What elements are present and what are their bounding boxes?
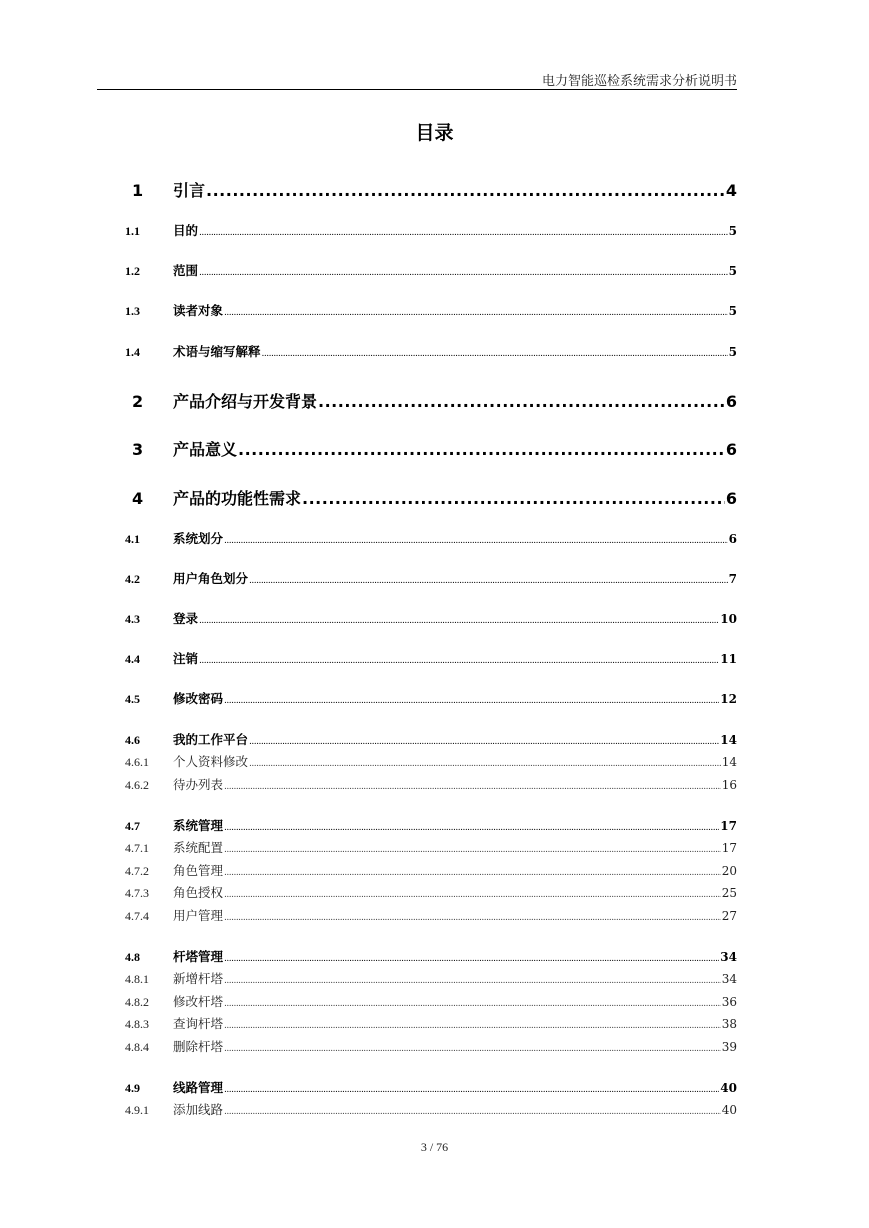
toc-entry-number: 4.1: [125, 532, 140, 546]
toc-entry-page: 4: [725, 181, 737, 200]
toc-entry-4-8-4[interactable]: [125, 1037, 737, 1055]
toc-entry-page: 38: [721, 1017, 737, 1031]
toc-entry-4-7-2[interactable]: [125, 861, 737, 879]
toc-title: 目录: [415, 122, 454, 144]
toc-entry-number: 1.4: [125, 345, 140, 359]
dot-leader: [224, 1107, 721, 1117]
toc-entry-4-4[interactable]: [125, 649, 737, 667]
toc-entry-label: 角色管理: [173, 863, 224, 878]
toc-entry-1[interactable]: [125, 178, 737, 201]
dot-leader: [224, 1085, 719, 1095]
toc-entry-label: 线路管理: [173, 1080, 224, 1095]
dot-leader: [199, 616, 719, 626]
dot-leader: [318, 392, 725, 411]
dot-leader: [224, 999, 721, 1009]
dot-leader: [224, 845, 721, 855]
toc-entry-page: 17: [721, 841, 737, 855]
toc-entry-4-8[interactable]: [125, 947, 737, 965]
toc-entry-label: 产品意义: [173, 440, 238, 459]
dot-leader: [224, 782, 721, 792]
toc-entry-page: 5: [728, 224, 737, 238]
toc-entry-number: 4.6.2: [125, 778, 149, 792]
toc-entry-label: 我的工作平台: [173, 732, 249, 747]
toc-entry-label: 范围: [173, 263, 199, 278]
toc-entry-4-3[interactable]: [125, 609, 737, 627]
toc-entry-page: 6: [725, 489, 737, 508]
toc-entry-4-1[interactable]: [125, 529, 737, 547]
dot-leader: [224, 868, 721, 878]
toc-entry-page: 6: [725, 440, 737, 459]
dot-leader: [206, 181, 725, 200]
toc-entry-number: 4.4: [125, 652, 140, 666]
toc-entry-number: 4.9: [125, 1081, 140, 1095]
toc-entry-page: 39: [721, 1040, 737, 1054]
toc-entry-page: 11: [720, 652, 737, 666]
toc-entry-label: 添加线路: [173, 1102, 224, 1117]
toc-entry-4-7-4[interactable]: [125, 906, 737, 924]
dot-leader: [249, 576, 728, 586]
toc-entry-1-2[interactable]: [125, 261, 737, 279]
toc-entry-label: 角色授权: [173, 885, 224, 900]
dot-leader: [224, 954, 719, 964]
toc-entry-4-2[interactable]: [125, 569, 737, 587]
dot-leader: [224, 536, 728, 546]
toc-entry-page: 40: [721, 1103, 737, 1117]
toc-entry-3[interactable]: [125, 437, 737, 460]
toc-entry-page: 40: [720, 1081, 737, 1095]
toc-entry-2[interactable]: [125, 389, 737, 412]
toc-entry-number: 1.2: [125, 264, 140, 278]
toc-entry-label: 系统划分: [173, 531, 224, 546]
toc-entry-page: 6: [725, 392, 737, 411]
dot-leader: [238, 440, 725, 459]
dot-leader: [224, 308, 728, 318]
toc-entry-number: 4.9.1: [125, 1103, 149, 1117]
toc-entry-label: 系统配置: [173, 840, 224, 855]
toc-entry-page: 36: [721, 995, 737, 1009]
toc-entry-4-7[interactable]: [125, 816, 737, 834]
toc-entry-label: 新增杆塔: [173, 971, 224, 986]
toc-entry-number: 4.7: [125, 819, 140, 833]
toc-entry-page: 16: [721, 778, 737, 792]
toc-entry-4-6[interactable]: [125, 730, 737, 748]
toc-entry-number: 4: [132, 489, 144, 508]
toc-entry-number: 4.6: [125, 733, 140, 747]
dot-leader: [199, 268, 728, 278]
page-number: 3 / 76: [420, 1140, 449, 1154]
toc-entry-page: 10: [720, 612, 737, 626]
toc-entry-4-7-1[interactable]: [125, 838, 737, 856]
toc-entry-number: 4.8: [125, 950, 140, 964]
toc-entry-number: 4.7.4: [125, 909, 149, 923]
toc-entry-label: 产品的功能性需求: [173, 489, 302, 508]
toc-entry-number: 4.7.2: [125, 864, 149, 878]
toc-entry-number: 4.6.1: [125, 755, 149, 769]
toc-entry-label: 目的: [173, 223, 199, 238]
toc-entry-label: 引言: [173, 181, 206, 200]
toc-entry-number: 1.1: [125, 224, 140, 238]
toc-entry-1-1[interactable]: [125, 221, 737, 239]
toc-entry-label: 修改杆塔: [173, 994, 224, 1009]
toc-entry-4-6-2[interactable]: [125, 775, 737, 793]
header-divider: [97, 89, 737, 90]
dot-leader: [199, 656, 719, 666]
toc-entry-page: 6: [728, 532, 737, 546]
toc-entry-page: 14: [721, 755, 737, 769]
toc-entry-4[interactable]: [125, 486, 737, 509]
toc-entry-page: 27: [721, 909, 737, 923]
dot-leader: [224, 696, 719, 706]
toc-entry-number: 4.2: [125, 572, 140, 586]
toc-entry-number: 4.5: [125, 692, 140, 706]
toc-entry-4-6-1[interactable]: [125, 752, 737, 770]
toc-entry-4-8-3[interactable]: [125, 1014, 737, 1032]
dot-leader: [224, 913, 721, 923]
toc-entry-label: 待办列表: [173, 777, 224, 792]
toc-entry-page: 14: [720, 733, 737, 747]
toc-entry-label: 个人资料修改: [173, 754, 249, 769]
toc-entry-number: 1.3: [125, 304, 140, 318]
toc-entry-label: 登录: [173, 611, 199, 626]
toc-entry-page: 34: [721, 972, 737, 986]
toc-entry-4-5[interactable]: [125, 689, 737, 707]
dot-leader: [224, 823, 719, 833]
toc-entry-page: 25: [721, 886, 737, 900]
toc-entry-label: 杆塔管理: [173, 949, 224, 964]
toc-entry-page: 12: [720, 692, 737, 706]
toc-entry-label: 删除杆塔: [173, 1039, 224, 1054]
toc-entry-number: 4.3: [125, 612, 140, 626]
toc-entry-page: 5: [728, 345, 737, 359]
toc-entry-number: 4.8.3: [125, 1017, 149, 1031]
toc-entry-number: 3: [132, 440, 144, 459]
toc-entry-4-9-1[interactable]: [125, 1100, 737, 1118]
toc-entry-number: 4.7.1: [125, 841, 149, 855]
toc-entry-label: 术语与缩写解释: [173, 344, 261, 359]
dot-leader: [224, 890, 721, 900]
toc-entry-number: 4.8.2: [125, 995, 149, 1009]
toc-entry-number: 4.8.1: [125, 972, 149, 986]
toc-entry-page: 5: [728, 304, 737, 318]
toc-entry-number: 1: [132, 181, 144, 200]
toc-entry-page: 20: [721, 864, 737, 878]
toc-entry-1-3[interactable]: [125, 301, 737, 319]
toc-entry-number: 2: [132, 392, 144, 411]
dot-leader: [302, 489, 725, 508]
toc-entry-label: 系统管理: [173, 818, 224, 833]
toc-entry-4-9[interactable]: [125, 1078, 737, 1096]
toc-entry-page: 34: [720, 950, 737, 964]
dot-leader: [199, 228, 728, 238]
dot-leader: [224, 1021, 721, 1031]
toc-entry-label: 产品介绍与开发背景: [173, 392, 318, 411]
dot-leader: [249, 737, 719, 747]
toc-entry-number: 4.8.4: [125, 1040, 149, 1054]
toc-entry-label: 修改密码: [173, 691, 224, 706]
toc-entry-1-4[interactable]: [125, 342, 737, 360]
dot-leader: [224, 976, 721, 986]
dot-leader: [262, 349, 728, 359]
toc-entry-4-8-2[interactable]: [125, 992, 737, 1010]
toc-entry-label: 用户管理: [173, 908, 224, 923]
toc-entry-number: 4.7.3: [125, 886, 149, 900]
toc-entry-4-7-3[interactable]: [125, 883, 737, 901]
toc-entry-label: 读者对象: [173, 303, 224, 318]
dot-leader: [249, 759, 721, 769]
toc-entry-page: 17: [720, 819, 737, 833]
toc-entry-label: 用户角色划分: [173, 571, 249, 586]
toc-entry-page: 7: [728, 572, 737, 586]
toc-entry-4-8-1[interactable]: [125, 969, 737, 987]
toc-entry-page: 5: [728, 264, 737, 278]
dot-leader: [224, 1044, 721, 1054]
toc-entry-label: 注销: [173, 651, 199, 666]
running-header: 电力智能巡检系统需求分析说明书: [541, 74, 737, 89]
toc-entry-label: 查询杆塔: [173, 1016, 224, 1031]
